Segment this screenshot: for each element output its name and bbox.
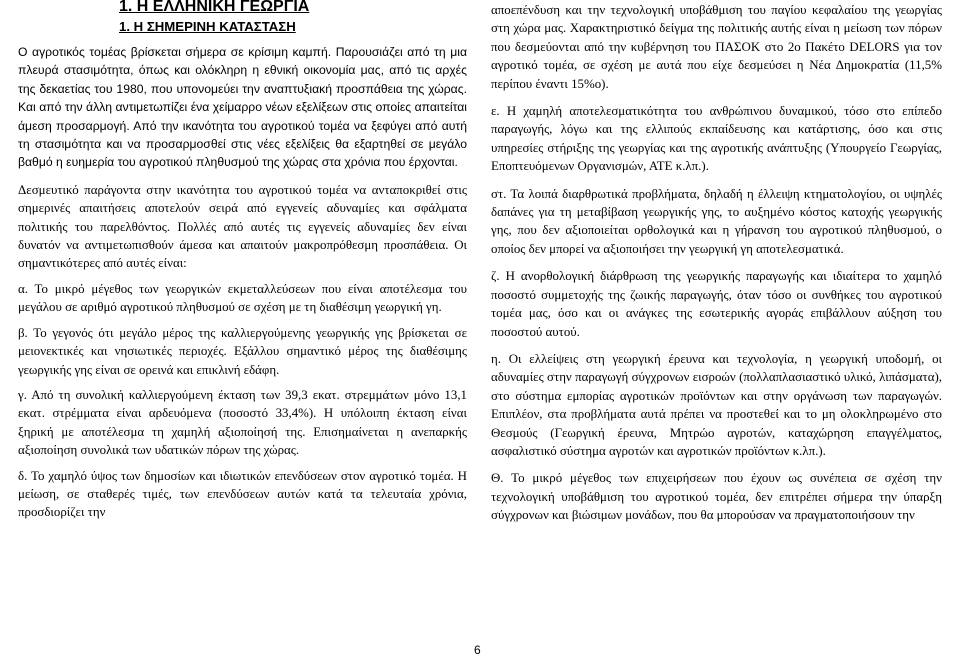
- paragraph-item-b: β. Το γεγονός ότι μεγάλο μέρος της καλλιεργούμενης γεωργικής γης βρίσκεται σε μειονεκτικές και νησιωτικές περιοχές. Εξάλλου σημαντικό μέρος της διαθέσιμης γεωργικής γης είναι σε ορεινά και επικλινή εδάφη.: [18, 325, 467, 377]
- page-number: 6: [474, 643, 481, 657]
- paragraph-item-z: ζ. Η ανορθολογική διάρθρωση της γεωργικής παραγωγής και ιδιαίτερα το χαμηλό ποσοστό συμμετοχής της ζωικής παραγωγής, όταν τόσο οι συνθήκες του αγροτικού τομέα μας, όσο και οι ανάγκες της εσωτερικής αγοράς επιβάλλουν αύξηση του ποσοστού αυτού.: [491, 269, 942, 339]
- intro-paragraph: Ο αγροτικός τομέας βρίσκεται σήμερα σε κρίσιμη καμπή. Παρουσιάζει από τη μια πλευρά στασιμότητα, όπως και ολόκληρη η εθνική οικονομία μας, από τις αρχές της δεκαετίας του 1980, που υπονομεύει την αναπτυξιακή προσπάθεια της χώρας. Και από την άλλη αντιμετωπίζει ένα χείμαρρο νέων εξελίξεων στις οποίες απαιτείται άμεση προσαρμογή. Από την ικανότητα του αγροτικού τομέα να ξεφύγει από αυτή τη στασιμότητα και να προσαρμοσθεί στις νέες εξελίξεις θα εξαρτηθεί σε μεγάλο βαθμό η ευημερία του αγροτικού πληθυσμού της χώρας στα χρόνια που έρχονται.: [18, 45, 467, 170]
- paragraph-item-d: δ. Το χαμηλό ύψος των δημοσίων και ιδιωτικών επενδύσεων στον αγροτικό τομέα. Η μείωση, σε σταθερές τιμές, των επενδύσεων αυτών κατά τα τελευταία χρόνια, προσδιορίζει την: [18, 468, 467, 520]
- paragraph-item-st: στ. Τα λοιπά διαρθρωτικά προβλήματα, δηλαδή η έλλειψη κτηματολογίου, οι υψηλές δαπάνες για τη μεταβίβαση γεωργικής γης, το αυξημένο κόστος κατοχής γεωργικής γης, που δεν αξιοποιείται ορθολογικά και η γήρανση του αγροτικού πληθυσμού, ο οποίος δεν μπορεί να αξιοποιήσει την γεωργική γη αποτελεσματικά.: [491, 186, 942, 256]
- paragraph-item-c: γ. Από τη συνολική καλλιεργούμενη έκταση των 39,3 εκατ. στρεμμάτων μόνο 13,1 εκατ. στρέμματα είναι αρδευόμενα (ποσοστό 33,4%). Η υπόλοιπη έκταση είναι ξηρική με αποτέλεσμα τη χαμηλή αξιοποίησή της. Επισημαίνεται η ανεπαρκής αξιοποίηση συνολικά των υδατικών πόρων της χώρας.: [18, 387, 467, 458]
- section-subtitle: 1. Η ΣΗΜΕΡΙΝΗ ΚΑΤΑΣΤΑΣΗ: [119, 19, 296, 34]
- paragraph-item-d-continued: αποεπένδυση και την τεχνολογική υποβάθμιση του παγίου κεφαλαίου της γεωργίας στη χώρα μας. Χαρακτηριστικό δείγμα της πολιτικής αυτής είναι η μείωση των πόρων που δεσμεύονται από την κυβέρνηση του ΠΑΣΟΚ στο 2ο Πακέτο DELORS για τον αγροτικό τομέα, σε σχέση με αυτά που είχε δεσμεύσει η Νέα Δημοκρατία (11,5% περίπου έναντι 15%ο).: [491, 3, 942, 91]
- paragraph-item-a: α. Το μικρό μέγεθος των γεωργικών εκμεταλλεύσεων που είναι αποτέλεσμα του μεγάλου σε αριθμό αγροτικού πληθυσμού σε σχέση με τη διαθέσιμη γεωργική γη.: [18, 281, 467, 315]
- paragraph-item-e: ε. Η χαμηλή αποτελεσματικότητα του ανθρώπινου δυναμικού, τόσο στο επίπεδο παραγωγής, λόγω και της ελλιπούς εκπαίδευσης και κατάρτισης, όσο και στις υπηρεσίες στήριξης της γεωργίας και της αγροτικής ανάπτυξης (Υπουργείο Γεωργίας, Εποπτευόμενων Οργανισμών, ΑΤΕ κ.λπ.).: [491, 104, 942, 174]
- right-column: [491, 1, 942, 525]
- chapter-title: 1. Η ΕΛΛΗΝΙΚΗ ΓΕΩΡΓΙΑ: [119, 0, 310, 14]
- paragraph-item-h: η. Οι ελλείψεις στη γεωργική έρευνα και τεχνολογία, η γεωργική υποδομή, οι αδυναμίες στην παραγωγή σύγχρονων εισροών (πολλαπλασιαστικό υλικό, λιπάσματα), στο σύστημα εμπορίας αγροτικών προϊόντων και στην οργάνωση των παραγωγών. Επιπλέον, στα προβλήματα αυτά πρέπει να προστεθεί και το μη ολοκληρωμένο στο Θεσμούς (Γεωργική έρευνα, Μητρώο αγροτών, καταχώρηση επαγγέλματος, ασφαλιστικό σύστημα αγροτών και αγροτικών προϊόντων κ.λπ.).: [491, 351, 942, 458]
- paragraph-weaknesses: Δεσμευτικό παράγοντα στην ικανότητα του αγροτικού τομέα να ανταποκριθεί στις σημερινές απαιτήσεις αποτελούν σειρά από εγγενείς αδυναμίες και σφάλματα πολιτικής του παρελθόντος. Πολλές από αυτές τις εγγενείς αδυναμίες δεν είναι δυνατόν να αντιμετωπισθούν άμεσα και απαιτούν μακροπρόθεσμη προσπάθεια. Οι σημαντικότερες από αυτές είναι:: [18, 182, 467, 271]
- left-column: [18, 0, 467, 522]
- paragraph-item-th: Θ. Το μικρό μέγεθος των επιχειρήσεων που έχουν ως συνέπεια σε σχέση την τεχνολογική υποβάθμιση του αγροτικού τομέα, δεν επιτρέπει σήμερα την ύπαρξη σύγχρονων και βιώσιμων μονάδων, που θα μπορούσαν να πραγματοποιήσουν την: [491, 471, 942, 523]
